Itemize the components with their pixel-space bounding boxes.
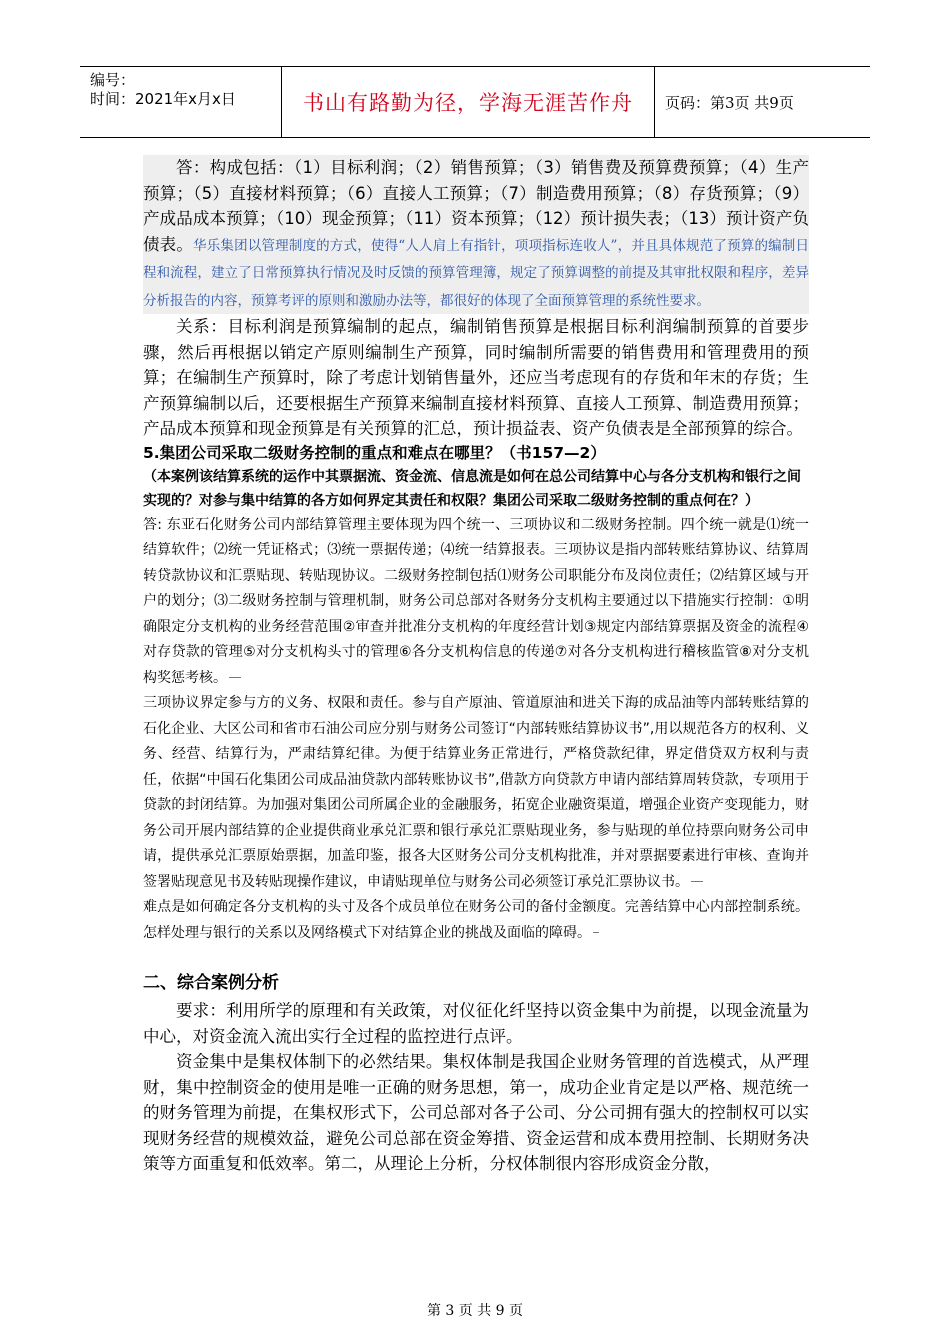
page-header	[80, 66, 870, 138]
header-date: 时间：2021年x月x日	[90, 90, 236, 108]
answer4-block	[143, 155, 809, 314]
question5-title: 5.集团公司采取二级财务控制的重点和难点在哪里？（书157—2）	[143, 443, 606, 462]
answer4-relation: 关系：目标利润是预算编制的起点，编制销售预算是根据目标利润编制预算的首要步骤，然后再根据以销定产原则编制生产预算，同时编制所需要的销售费用和管理费用的预算；在编制生产预算时，除了考虑计划销售量外，还应当考虑现有的存货和年末的存货；生产预算编制以后，还要根据生产预算来编制直接材料预算、直接人工预算、制造费用预算；产品成本预算和现金预算是有关预算的汇总，预计损益表、资产负债表是全部预算的综合。	[143, 317, 809, 438]
header-page-number: 页码：第3页 共9页	[665, 93, 794, 112]
answer4-paragraph	[143, 155, 809, 314]
section2-title: 二、综合案例分析	[143, 973, 279, 993]
section2-body: 资金集中是集权体制下的必然结果。集权体制是我国企业财务管理的首选模式，从严理财，集中控制资金的使用是唯一正确的财务思想，第一，成功企业肯定是以严格、规范统一的财务管理为前提，在集权形式下，公司总部对各子公司、分公司拥有强大的控制权可以实现财务经营的规模效益，避免公司总部在资金筹措、资金运营和成本费用控制、长期财务决策等方面重复和低效率。第二，从理论上分析，分权体制很内容形成资金分散，	[143, 1052, 809, 1173]
header-serial: 编号：	[90, 71, 136, 89]
edit-mark	[229, 677, 241, 678]
answer4-text: 答：构成包括：（1）目标利润；（2）销售预算；（3）销售费及预算费预算；（4）生产预算；（5）直接材料预算；（6）直接人工预算；（7）制造费用预算；（8）存货预算；（9）产成品成本预算；（10）现金预算；（11）资本预算；（12）预计损失表；（13）预计资产负债表。	[143, 158, 809, 254]
header-motto: 书山有路勤为径，学海无涯苦作舟	[282, 67, 655, 137]
question5-answer	[143, 513, 809, 692]
question5-protocols-text: 三项协议界定参与方的义务、权限和责任。参与自产原油、管道原油和进关下海的成品油等内部转账结算的石化企业、大区公司和省市石油公司应分别与财务公司签订“内部转账结算协议书”,用以规范各方的权利、义务、经营、结算行为，严肃结算纪律。为便于结算业务正常进行，严格贷款纪律，界定借贷双方权利与责任，依据“中国石化集团公司成品油贷款内部转账协议书”,借款方向贷款方申请内部结算周转贷款，专项用于贷款的封闭结算。为加强对集团公司所属企业的金融服务，拓宽企业融资渠道，增强企业资产变现能力，财务公司开展内部结算的企业提供商业承兑汇票和银行承兑汇票贴现业务，参与贴现的单位持票向财务公司申请，提供承兑汇票原始票据，加盖印鉴，报各大区财务公司分支机构批准，并对票据要素进行审核、查询并签署贴现意见书及转贴现操作建议，申请贴现单位与财务公司必须签订承兑汇票协议书。	[143, 695, 809, 890]
edit-mark	[691, 881, 703, 882]
edit-mark	[593, 932, 599, 933]
section2-requirement: 要求：利用所学的原理和有关政策，对仪征化纤坚持以资金集中为前提，以现金流量为中心，对资金流入流出实行全过程的监控进行点评。	[143, 1001, 809, 1046]
document-body	[143, 155, 809, 1177]
question5-answer-text: 答: 东亚石化财务公司内部结算管理主要体现为四个统一、三项协议和二级财务控制。四个统一就是⑴统一结算软件；⑵统一凭证格式；⑶统一票据传递；⑷统一结算报表。三项协议是指内部转账结算协议、结算周转贷款协议和汇票贴现、转贴现协议。二级财务控制包括⑴财务公司职能分布及岗位责任；⑵结算区域与开户的划分；⑶二级财务控制与管理机制，财务公司总部对各财务分支机构主要通过以下措施实行控制：①明确限定分支机构的业务经营范围②审查并批准分支机构的年度经营计划③规定内部结算票据及资金的流程④对存贷款的管理⑤对分支机构头寸的管理⑥各分支机构信息的传递⑦对各分支机构进行稽核监管⑧对分支机构奖惩考核。	[143, 516, 809, 686]
header-meta	[80, 67, 282, 137]
question5-difficulty	[143, 895, 809, 946]
question5-difficulty-text: 难点是如何确定各分支机构的头寸及各个成员单位在财务公司的备付金额度。完善结算中心内部控制系统。怎样处理与银行的关系以及网络模式下对结算企业的挑战及面临的障碍。	[143, 899, 809, 941]
question5-subquestion: （本案例该结算系统的运作中其票据流、资金流、信息流是如何在总公司结算中心与各分支机构和银行之间实现的？对参与集中结算的各方如何界定其责任和权限？集团公司采取二级财务控制的重点何在？）	[143, 468, 801, 509]
question5-protocols	[143, 691, 809, 895]
answer4-note: 华乐集团以管理制度的方式，使得“人人肩上有指针，项项指标连收人”，并且具体规范了预算的编制日程和流程，建立了日常预算执行情况及时反馈的预算管理簿，规定了预算调整的前提及其审批权限和程序，差异分析报告的内容，预算考评的原则和激励办法等，都很好的体现了全面预算管理的系统性要求。	[143, 237, 809, 309]
page-footer: 第 3 页 共 9 页	[426, 1303, 524, 1319]
